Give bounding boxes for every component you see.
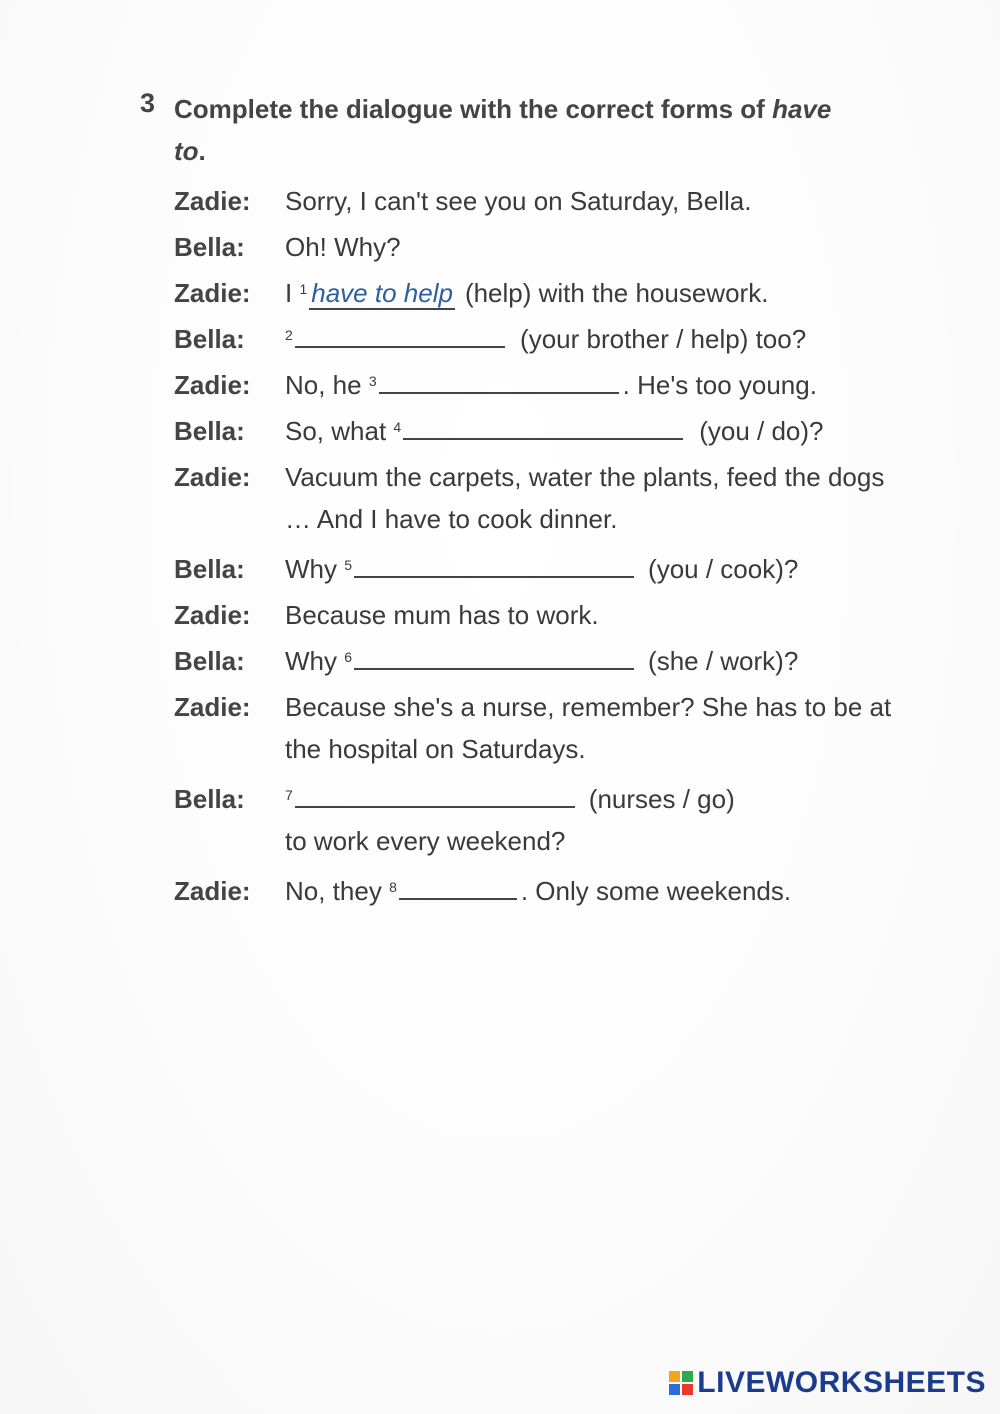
dialogue-line <box>174 778 914 870</box>
speech-continuation: to work every weekend? <box>285 826 566 856</box>
answer-blank[interactable] <box>399 872 517 900</box>
speaker-label: Zadie: <box>174 462 251 492</box>
gap-number: 1 <box>299 281 308 297</box>
dialogue <box>174 180 914 916</box>
speech-text <box>285 870 905 912</box>
answer-blank[interactable] <box>354 642 634 670</box>
speech-text: Sorry, I can't see you on Saturday, Bella. <box>285 186 752 216</box>
liveworksheets-logo[interactable] <box>669 1366 986 1400</box>
dialogue-line <box>174 548 914 594</box>
logo-square <box>682 1384 693 1395</box>
speech-text <box>285 778 905 862</box>
gap-number: 8 <box>389 879 397 895</box>
dialogue-line <box>174 686 914 778</box>
answer-blank[interactable] <box>354 550 634 578</box>
speaker-label: Zadie: <box>174 692 251 722</box>
speech-text: Because mum has to work. <box>285 600 599 630</box>
logo-square <box>682 1371 693 1382</box>
speaker-label: Bella: <box>174 784 245 814</box>
speech-text <box>285 364 905 406</box>
dialogue-line <box>174 180 914 226</box>
example-answer: have to help <box>311 278 453 308</box>
dialogue-line <box>174 456 914 548</box>
speech-text: Vacuum the carpets, water the plants, feed the dogs … And I have to cook dinner. <box>285 462 885 534</box>
logo-squares-icon <box>669 1371 693 1395</box>
dialogue-line <box>174 272 914 318</box>
speaker-label: Zadie: <box>174 278 251 308</box>
speech-pre: No, he <box>285 370 362 400</box>
gap-number: 3 <box>368 373 377 389</box>
answer-blank[interactable] <box>379 366 619 394</box>
dialogue-line <box>174 410 914 456</box>
speaker-label: Zadie: <box>174 186 251 216</box>
dialogue-line <box>174 226 914 272</box>
speech-pre: Why <box>285 646 337 676</box>
speaker-label: Bella: <box>174 232 245 262</box>
gap-number: 5 <box>344 557 353 573</box>
speaker-label: Bella: <box>174 324 245 354</box>
speech-pre: No, they <box>285 876 382 906</box>
speaker-label: Bella: <box>174 646 245 676</box>
speech-text <box>285 318 905 360</box>
speech-text <box>285 548 905 590</box>
speech-post: . Only some weekends. <box>520 876 792 906</box>
speaker-label: Zadie: <box>174 876 251 906</box>
speech-pre: Why <box>285 554 337 584</box>
instructions-end: . <box>198 136 206 166</box>
answer-blank[interactable] <box>295 780 575 808</box>
dialogue-line <box>174 594 914 640</box>
gap-number: 2 <box>285 327 293 343</box>
gap-number: 4 <box>393 419 402 435</box>
speech-post: (she / work)? <box>648 646 799 676</box>
answer-blank[interactable] <box>403 412 683 440</box>
speech-text: Oh! Why? <box>285 232 401 262</box>
speech-post: (help) with the housework. <box>464 278 769 308</box>
exercise-instructions <box>174 88 854 172</box>
dialogue-line <box>174 364 914 410</box>
speech-post: (you / cook)? <box>648 554 799 584</box>
dialogue-line <box>174 640 914 686</box>
logo-square <box>669 1371 680 1382</box>
speech-post: (your brother / help) too? <box>520 324 807 354</box>
speech-post: (nurses / go) <box>588 784 735 814</box>
logo-text: LIVEWORKSHEETS <box>697 1366 986 1399</box>
gap-number: 6 <box>344 649 353 665</box>
speech-pre: I <box>285 278 293 308</box>
speaker-label: Zadie: <box>174 600 251 630</box>
speech-text <box>285 640 905 682</box>
instructions-text: Complete the dialogue with the correct forms of <box>174 94 773 124</box>
speech-text <box>285 410 905 452</box>
speech-post: . He's too young. <box>622 370 817 400</box>
speaker-label: Bella: <box>174 416 245 446</box>
gap-number: 7 <box>285 787 293 803</box>
speech-post: (you / do)? <box>699 416 824 446</box>
dialogue-line <box>174 870 914 916</box>
exercise-number: 3 <box>140 88 156 118</box>
speech-text: Because she's a nurse, remember? She has to be at the hospital on Saturdays. <box>285 692 892 764</box>
speech-text <box>285 272 905 314</box>
answer-blank[interactable] <box>295 320 505 348</box>
speaker-label: Zadie: <box>174 370 251 400</box>
logo-square <box>669 1384 680 1395</box>
speech-pre: So, what <box>285 416 387 446</box>
speaker-label: Bella: <box>174 554 245 584</box>
dialogue-line <box>174 318 914 364</box>
instructions-italic: have to <box>174 94 832 166</box>
